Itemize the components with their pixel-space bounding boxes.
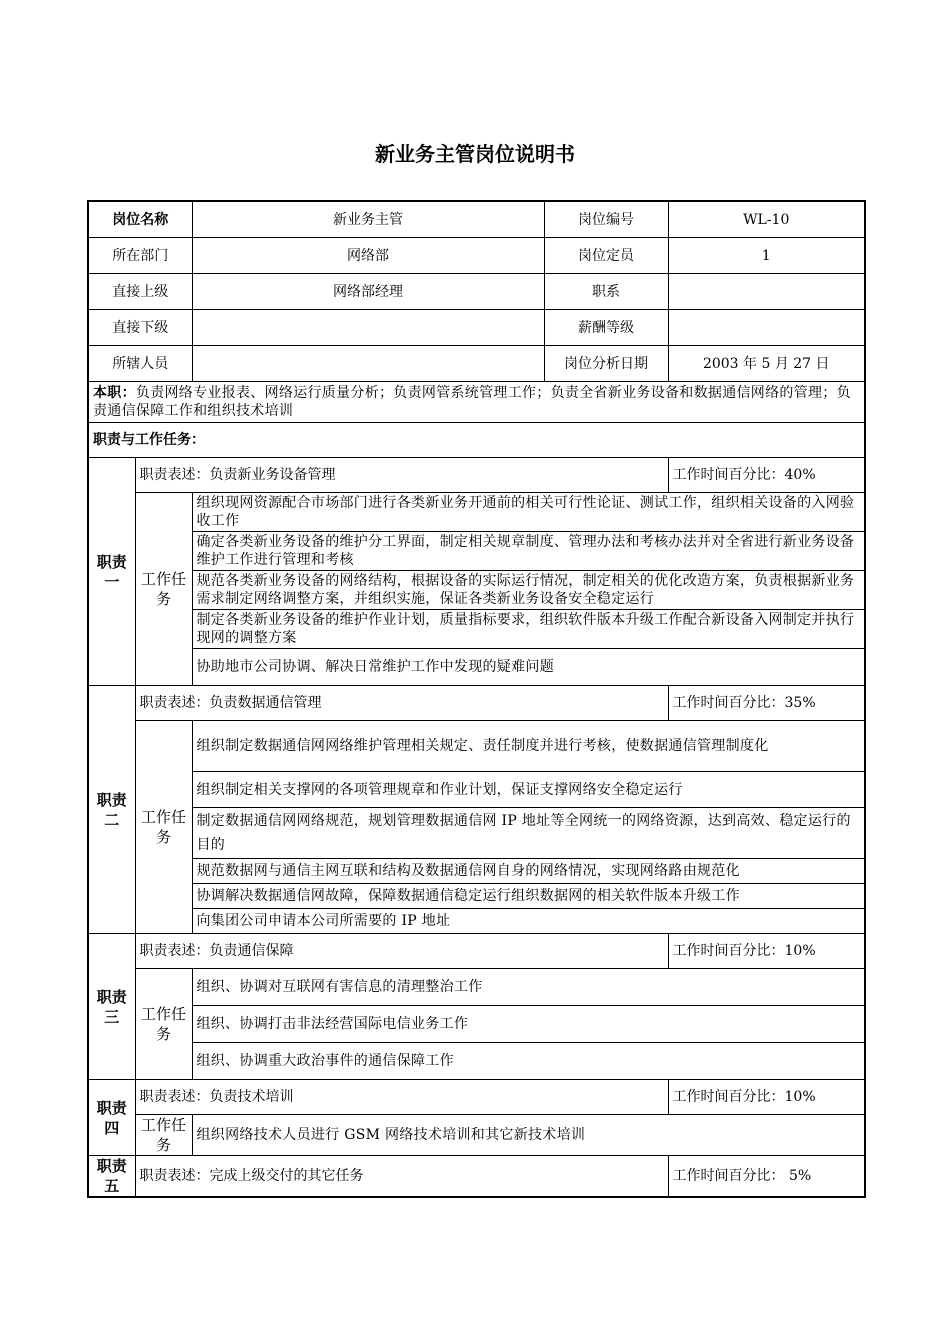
duty-5-percent: 工作时间百分比： 5% (668, 1156, 865, 1198)
task-row (88, 649, 865, 686)
duty-1-statement: 职责表述：负责新业务设备管理 (135, 458, 668, 493)
department-label: 所在部门 (88, 238, 192, 274)
headcount-value: 1 (668, 238, 865, 274)
task-row (88, 532, 865, 571)
position-name-value: 新业务主管 (192, 201, 544, 238)
duties-heading-row (88, 423, 865, 458)
task-row (88, 969, 865, 1006)
duty-4-task-1: 组织网络技术人员进行 GSM 网络技术培训和其它新技术培训 (192, 1115, 865, 1156)
duty-3-statement: 职责表述：负责通信保障 (135, 934, 668, 969)
task-row (88, 610, 865, 649)
duty-4-tasks-label: 工作任务 (135, 1115, 192, 1156)
duty-4-label: 职责四 (88, 1080, 135, 1156)
task-row (88, 909, 865, 934)
duty-4-statement: 职责表述：负责技术培训 (135, 1080, 668, 1115)
job-family-value (668, 274, 865, 310)
duty-1-task-5: 协助地市公司协调、解决日常维护工作中发现的疑难问题 (192, 649, 865, 686)
duty-1-task-3: 规范各类新业务设备的网络结构，根据设备的实际运行情况，制定相关的优化改造方案，负责根据新业务需求制定网络调整方案，并组织实施，保证各类新业务设备安全稳定运行 (192, 571, 865, 610)
task-row (88, 1006, 865, 1043)
salary-grade-value (668, 310, 865, 346)
header-row-4 (88, 310, 865, 346)
duty-5-label: 职责五 (88, 1156, 135, 1198)
summary-label: 本职： (93, 385, 136, 401)
position-code-value: WL-10 (668, 201, 865, 238)
subordinate-value (192, 310, 544, 346)
task-row (88, 808, 865, 859)
salary-grade-label: 薪酬等级 (544, 310, 668, 346)
job-description-table (87, 200, 866, 1198)
staff-label: 所辖人员 (88, 346, 192, 382)
task-row (88, 1043, 865, 1080)
duty-1-task-2: 确定各类新业务设备的维护分工界面，制定相关规章制度、管理办法和考核办法并对全省进行新业务设备维护工作进行管理和考核 (192, 532, 865, 571)
duty-2-statement-row (88, 686, 865, 721)
task-row (88, 1115, 865, 1156)
department-value: 网络部 (192, 238, 544, 274)
headcount-label: 岗位定员 (544, 238, 668, 274)
duty-2-task-1: 组织制定数据通信网网络维护管理相关规定、责任制度并进行考核，使数据通信管理制度化 (192, 721, 865, 772)
position-name-label: 岗位名称 (88, 201, 192, 238)
duty-2-percent: 工作时间百分比：35% (668, 686, 865, 721)
duty-5-statement: 职责表述：完成上级交付的其它任务 (135, 1156, 668, 1198)
duty-5-statement-row (88, 1156, 865, 1198)
analysis-date-value: 2003 年 5 月 27 日 (668, 346, 865, 382)
summary-row (88, 382, 865, 423)
duty-1-task-1: 组织现网资源配合市场部门进行各类新业务开通前的相关可行性论证、测试工作，组织相关设备的入网验收工作 (192, 493, 865, 532)
analysis-date-label: 岗位分析日期 (544, 346, 668, 382)
supervisor-value: 网络部经理 (192, 274, 544, 310)
duty-3-label: 职责三 (88, 934, 135, 1080)
duty-3-task-2: 组织、协调打击非法经营国际电信业务工作 (192, 1006, 865, 1043)
supervisor-label: 直接上级 (88, 274, 192, 310)
duty-4-percent: 工作时间百分比：10% (668, 1080, 865, 1115)
subordinate-label: 直接下级 (88, 310, 192, 346)
duty-1-label: 职责一 (88, 458, 135, 686)
duty-2-task-5: 协调解决数据通信网故障，保障数据通信稳定运行组织数据网的相关软件版本升级工作 (192, 884, 865, 909)
position-code-label: 岗位编号 (544, 201, 668, 238)
duty-4-statement-row (88, 1080, 865, 1115)
duty-2-task-3: 制定数据通信网网络规范，规划管理数据通信网 IP 地址等全网统一的网络资源，达到高效、稳定运行的目的 (192, 808, 865, 859)
duty-2-task-2: 组织制定相关支撑网的各项管理规章和作业计划，保证支撑网络安全稳定运行 (192, 772, 865, 808)
summary-text: 负责网络专业报表、网络运行质量分析；负责网管系统管理工作；负责全省新业务设备和数据通信网络的管理；负责通信保障工作和组织技术培训 (93, 385, 851, 419)
duty-2-task-4: 规范数据网与通信主网互联和结构及数据通信网自身的网络情况，实现网络路由规范化 (192, 859, 865, 884)
task-row (88, 859, 865, 884)
header-row-3 (88, 274, 865, 310)
duty-3-task-1: 组织、协调对互联网有害信息的清理整治工作 (192, 969, 865, 1006)
task-row (88, 772, 865, 808)
task-row (88, 721, 865, 772)
job-family-label: 职系 (544, 274, 668, 310)
duty-3-percent: 工作时间百分比：10% (668, 934, 865, 969)
summary-cell (88, 382, 865, 423)
duty-3-task-3: 组织、协调重大政治事件的通信保障工作 (192, 1043, 865, 1080)
duty-3-statement-row (88, 934, 865, 969)
header-row-2 (88, 238, 865, 274)
task-row (88, 884, 865, 909)
duty-3-tasks-label: 工作任务 (135, 969, 192, 1080)
duty-1-task-4: 制定各类新业务设备的维护作业计划，质量指标要求，组织软件版本升级工作配合新设备入网制定并执行现网的调整方案 (192, 610, 865, 649)
duty-1-percent: 工作时间百分比：40% (668, 458, 865, 493)
header-row-1 (88, 201, 865, 238)
duty-2-statement: 职责表述：负责数据通信管理 (135, 686, 668, 721)
header-row-5 (88, 346, 865, 382)
duties-heading: 职责与工作任务： (88, 423, 865, 458)
duty-1-statement-row (88, 458, 865, 493)
duty-2-label: 职责二 (88, 686, 135, 934)
staff-value (192, 346, 544, 382)
task-row (88, 493, 865, 532)
duty-2-task-6: 向集团公司申请本公司所需要的 IP 地址 (192, 909, 865, 934)
document-title: 新业务主管岗位说明书 (375, 142, 575, 166)
duty-2-tasks-label: 工作任务 (135, 721, 192, 934)
duty-1-tasks-label: 工作任务 (135, 493, 192, 686)
task-row (88, 571, 865, 610)
